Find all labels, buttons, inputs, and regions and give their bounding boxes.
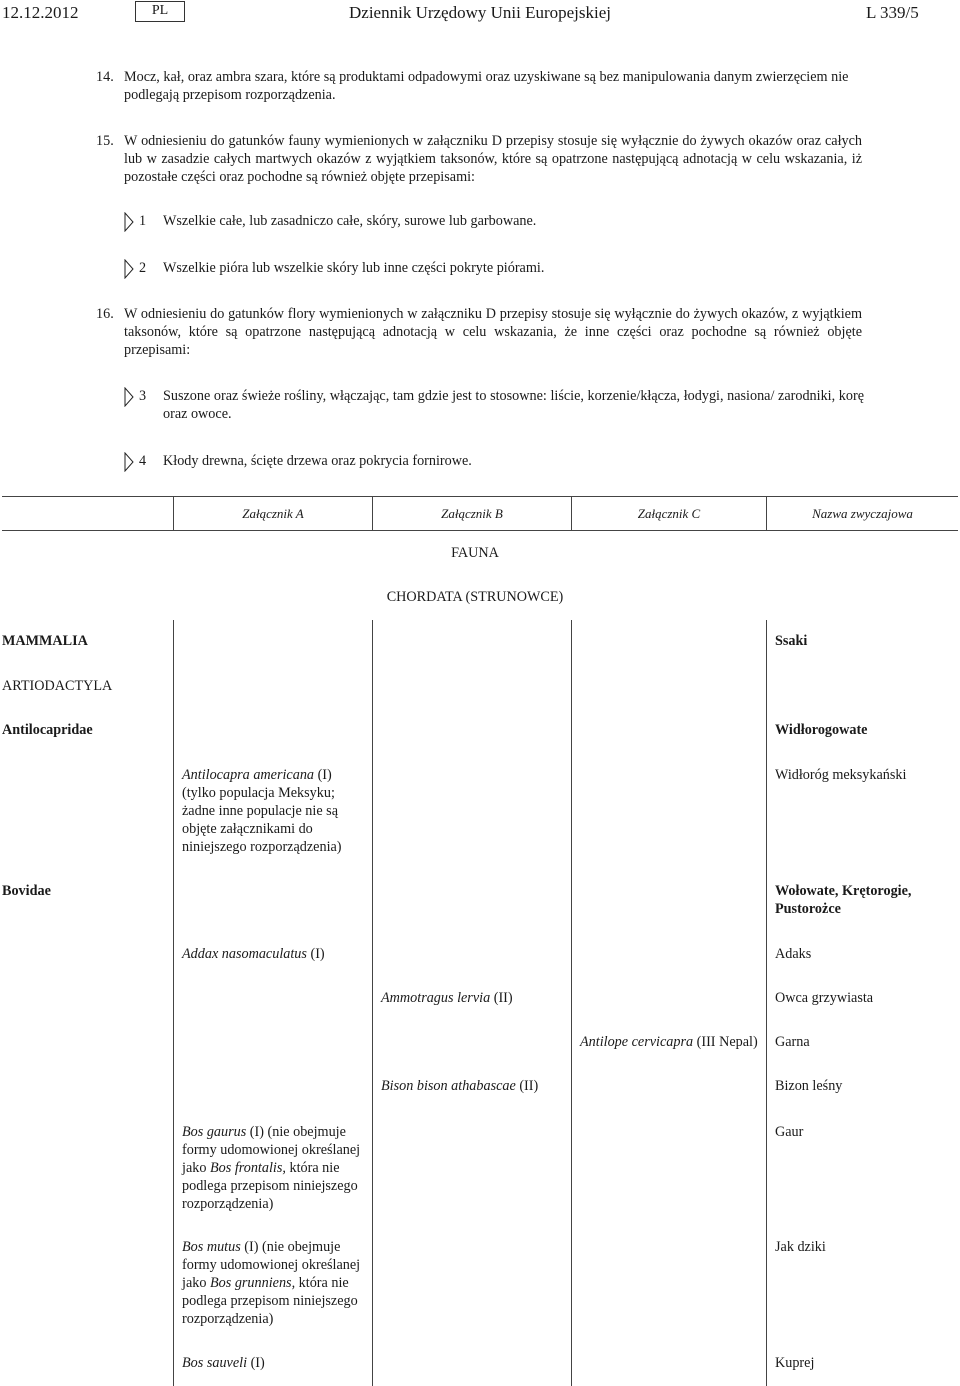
species-common-name: Bizon leśny	[775, 1078, 843, 1094]
species-name: Bos sauveli	[182, 1355, 248, 1371]
table-header-rule	[2, 530, 958, 531]
species-name: Bos mutus	[182, 1239, 241, 1255]
annotation-item	[124, 452, 864, 470]
order-name: ARTIODACTYLA	[2, 678, 113, 694]
species-note: (I) (nie obejmuje formy udomowionej określanej jako	[182, 1239, 361, 1291]
annotation-text: Kłody drewna, ścięte drzewa oraz pokrycia fornirowe.	[163, 453, 472, 469]
species-note: (I)	[310, 946, 325, 962]
annotation-text: Suszone oraz świeże rośliny, włączając, tam gdzie jest to stosowne: liście, korzenie/kłącza, łodygi, nasiona/ zarodniki, korę oraz owoce.	[163, 388, 864, 422]
table-row	[580, 1033, 758, 1051]
column-divider	[766, 620, 767, 1386]
table-row	[182, 1123, 368, 1213]
table-row	[182, 1238, 368, 1328]
species-note-italic: Bos grunniens,	[209, 1275, 296, 1291]
table-row	[182, 945, 325, 963]
paragraph-text: Mocz, kał, oraz ambra szara, które są produktami odpadowymi oraz uzyskiwane są bez manipulowania danym zwierzęciem nie podlegają przepisom rozporządzenia.	[124, 69, 849, 103]
species-note: która nie podlega przepisom niniejszego rozporządzenia)	[182, 1160, 358, 1212]
column-divider	[173, 620, 174, 1386]
column-header-common-name: Nazwa zwyczajowa	[812, 506, 913, 521]
species-note: (I) (tylko populacja Meksyku; żadne inne populacje nie są objęte załącznikami do niniejszego rozporządzenia)	[182, 767, 342, 855]
species-name: Bison bison athabascae	[381, 1078, 516, 1094]
paragraph-text: W odniesieniu do gatunków flory wymienionych w załączniku D przepisy stosuje się wyłącznie do żywych okazów, z wyjątkiem taksonów, które są opatrzone następującą adnotacją w celu wskazania, że inne części oraz pochodne są również objęte przepisami:	[124, 306, 862, 358]
table-top-rule	[2, 496, 958, 497]
column-header-annex-b: Załącznik B	[441, 506, 503, 521]
annotation-number: 4	[139, 453, 147, 469]
annotation-item	[124, 259, 864, 277]
species-name: Ammotragus lervia	[381, 990, 491, 1006]
annotation-text: Wszelkie całe, lub zasadniczo całe, skóry, surowe lub garbowane.	[163, 213, 537, 229]
triangle-marker-icon	[124, 212, 134, 232]
species-name: Addax nasomaculatus	[182, 946, 307, 962]
species-common-name: Owca grzywiasta	[775, 990, 874, 1006]
species-common-name: Adaks	[775, 946, 812, 962]
triangle-marker-icon	[124, 259, 134, 279]
section-title: FAUNA	[451, 545, 499, 561]
publication-date: 12.12.2012	[2, 3, 79, 22]
annotation-number: 1	[139, 213, 147, 229]
annotation-number: 3	[139, 388, 147, 404]
triangle-marker-icon	[124, 452, 134, 472]
language-badge: PL	[135, 1, 185, 22]
species-name: Bos gaurus	[182, 1124, 247, 1140]
species-common-name: Gaur	[775, 1124, 804, 1140]
paragraph-16	[96, 305, 862, 359]
paragraph-text: W odniesieniu do gatunków fauny wymienionych w załączniku D przepisy stosuje się wyłącznie do żywych okazów oraz całych lub w zasadzie całych martwych okazów z wyjątkiem taksonów, które są opatrzone następującą adnotacją w celu wskazania, iż pozostałe części oraz pochodne są również objęte przepisami:	[124, 133, 862, 185]
species-note: która nie podlega przepisom niniejszego rozporządzenia)	[182, 1275, 358, 1327]
paragraph-15	[96, 132, 862, 186]
column-header-annex-c: Załącznik C	[637, 506, 701, 521]
table-row	[381, 1077, 538, 1095]
family-name: Antilocapridae	[2, 722, 93, 738]
species-common-name: Kuprej	[775, 1355, 815, 1371]
annotation-item	[124, 212, 864, 230]
column-divider	[571, 620, 572, 1386]
journal-title: Dziennik Urzędowy Unii Europejskiej	[349, 3, 612, 22]
family-common-name: Widłorogowate	[775, 722, 868, 738]
table-row	[381, 989, 513, 1007]
table-row	[182, 1354, 265, 1372]
annotation-item	[124, 387, 864, 423]
column-header-annex-a: Załącznik A	[242, 506, 304, 521]
paragraph-number: 15.	[96, 133, 114, 149]
column-divider	[372, 620, 373, 1386]
species-name: Antilocapra americana	[182, 767, 315, 783]
species-name: Antilope cervicapra	[580, 1034, 694, 1050]
class-common-name: Ssaki	[775, 633, 808, 649]
family-name: Bovidae	[2, 883, 51, 899]
species-note: (II)	[493, 990, 513, 1006]
page-number: L 339/5	[866, 3, 919, 22]
species-note: (I) (nie obejmuje formy udomowionej określanej jako	[182, 1124, 361, 1176]
phylum-title: CHORDATA (STRUNOWCE)	[386, 589, 564, 605]
class-name: MAMMALIA	[2, 633, 88, 649]
annotation-number: 2	[139, 260, 147, 276]
paragraph-number: 14.	[96, 69, 114, 85]
species-note: (I)	[250, 1355, 265, 1371]
paragraph-number: 16.	[96, 306, 114, 322]
species-common-name: Jak dziki	[775, 1239, 826, 1255]
family-common-name: Wołowate, Krętorogie, Pustorożce	[775, 883, 912, 917]
annotation-text: Wszelkie pióra lub wszelkie skóry lub inne części pokryte piórami.	[163, 260, 545, 276]
species-note-italic: Bos frontalis,	[209, 1160, 286, 1176]
species-common-name: Garna	[775, 1034, 810, 1050]
species-common-name: Widłoróg meksykański	[775, 767, 907, 783]
species-note: (III Nepal)	[696, 1034, 758, 1050]
species-note: (II)	[519, 1078, 539, 1094]
table-row	[182, 766, 367, 856]
triangle-marker-icon	[124, 387, 134, 407]
paragraph-14	[96, 68, 862, 104]
